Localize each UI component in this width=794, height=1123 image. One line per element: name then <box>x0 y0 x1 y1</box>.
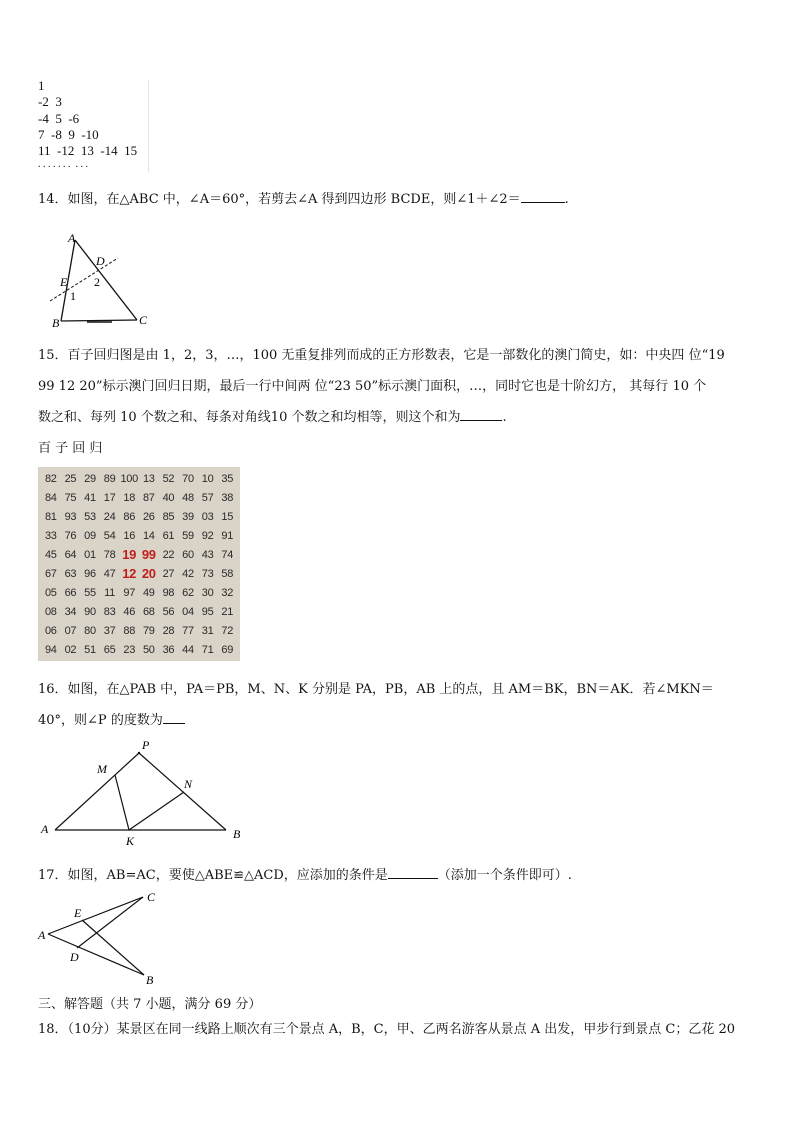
label-D: D <box>70 950 79 964</box>
grid-cell: 83 <box>103 605 116 618</box>
label-E: E <box>60 275 68 289</box>
grid-cell: 64 <box>64 548 77 561</box>
grid-cell: 75 <box>64 491 77 504</box>
grid-cell: 39 <box>182 510 194 523</box>
grid-cell: 27 <box>162 567 175 580</box>
grid-cell: 66 <box>64 586 77 599</box>
grid-cell: 60 <box>182 548 194 561</box>
grid-cell: 88 <box>123 624 136 637</box>
grid-cell: 92 <box>201 529 214 542</box>
grid-cell: 74 <box>221 548 234 561</box>
q17-figure <box>34 887 169 989</box>
grid-cell: 52 <box>162 472 175 485</box>
label-B: B <box>146 973 154 987</box>
label-A: A <box>41 822 49 836</box>
grid-cell: 91 <box>221 529 234 542</box>
label-D: D <box>96 254 105 268</box>
question-17 <box>38 864 572 883</box>
grid-cell: 79 <box>142 624 155 637</box>
grid-cell: 38 <box>221 491 234 504</box>
pattern-row: -4 5 -6 <box>38 110 80 126</box>
question-14-end: . <box>564 192 569 207</box>
grid-cell: 01 <box>84 548 96 561</box>
label-E: E <box>74 906 82 920</box>
grid-cell: 16 <box>123 529 136 542</box>
grid-cell: 96 <box>84 567 96 580</box>
q14-triangle-figure <box>40 228 170 333</box>
grid-cell: 17 <box>103 491 116 504</box>
grid-cell: 33 <box>44 529 57 542</box>
grid-cell: 32 <box>221 586 234 599</box>
grid-cell: 95 <box>201 605 214 618</box>
grid-cell: 54 <box>103 529 116 542</box>
grid-cell: 40 <box>162 491 175 504</box>
grid-cell: 97 <box>123 586 136 599</box>
pattern-row: . . . . . . . . . . <box>38 159 88 171</box>
grid-cell: 26 <box>142 510 155 523</box>
grid-cell: 29 <box>84 472 96 485</box>
grid-cell: 59 <box>182 529 194 542</box>
grid-cell: 44 <box>182 643 194 656</box>
grid-cell: 69 <box>221 643 234 656</box>
label-angle-2: 2 <box>94 275 100 289</box>
grid-cell: 51 <box>84 643 96 656</box>
section-heading: 三、解答题（共 7 小题，满分 69 分） <box>38 997 262 1012</box>
grid-cell: 15 <box>221 510 234 523</box>
label-C: C <box>147 890 156 904</box>
grid-cell: 49 <box>142 586 155 599</box>
pattern-row: -2 3 <box>38 94 62 110</box>
grid-cell: 84 <box>44 491 57 504</box>
grid-cell: 36 <box>162 643 175 656</box>
question-14-text: 14．如图，在△ABC 中，∠A＝60°，若剪去∠A 得到四边形 BCDE，则∠1＋∠2＝ <box>38 192 521 207</box>
grid-cell: 87 <box>142 491 155 504</box>
grid-cell: 80 <box>84 624 96 637</box>
pattern-row: 7 -8 9 -10 <box>38 126 99 142</box>
grid-cell: 07 <box>64 624 77 637</box>
question-14 <box>38 188 569 207</box>
grid-cell: 46 <box>123 605 136 618</box>
grid-cell: 61 <box>162 529 175 542</box>
grid-cell: 19 <box>122 547 137 562</box>
pattern-divider <box>148 80 149 172</box>
pattern-row: 11 -12 13 -14 15 <box>38 143 138 159</box>
question-18: 18．（10分）某景区在同一线路上顺次有三个景点 A，B，C，甲、乙两名游客从景点 A 出发，甲步行到景点 C；乙花 20 <box>38 1022 736 1037</box>
q16-triangle-figure <box>38 735 258 850</box>
grid-cell: 47 <box>103 567 116 580</box>
grid-cell: 73 <box>201 567 214 580</box>
grid-cell: 43 <box>201 548 214 561</box>
label-P: P <box>142 738 150 752</box>
grid-cell: 28 <box>162 624 175 637</box>
grid-cell: 06 <box>44 624 57 637</box>
grid-cell: 05 <box>44 586 57 599</box>
grid-cell: 89 <box>103 472 116 485</box>
answer-blank[interactable] <box>163 711 185 724</box>
grid-cell: 85 <box>162 510 175 523</box>
grid-cell: 50 <box>142 643 155 656</box>
label-K: K <box>126 834 135 848</box>
grid-cell: 11 <box>104 586 115 599</box>
grid-cell: 100 <box>120 472 138 485</box>
grid-cell: 70 <box>182 472 194 485</box>
grid-cell: 10 <box>201 472 214 485</box>
grid-cell: 31 <box>201 624 214 637</box>
label-B: B <box>233 827 241 841</box>
pattern-row: 1 <box>38 78 45 93</box>
answer-blank[interactable] <box>460 408 502 421</box>
grid-cell: 14 <box>142 529 155 542</box>
label-M: M <box>97 762 107 776</box>
question-15-line2: 99 12 20”标示澳门回归日期，最后一行中间两 位“23 50”标示澳门面积，…，同时它也是十阶幻方， 其每行 10 个 <box>38 379 707 394</box>
question-15-line1: 15．百子回归图是由 1，2，3，…，100 无重复排列而成的正方形数表，它是一部数化的澳门简史，如：中央四 位“19 <box>38 348 725 363</box>
grid-cell: 58 <box>221 567 234 580</box>
answer-blank[interactable] <box>388 866 438 879</box>
grid-cell: 30 <box>201 586 214 599</box>
grid-cell: 77 <box>182 624 194 637</box>
grid-cell: 72 <box>221 624 234 637</box>
grid-cell: 94 <box>44 643 57 656</box>
grid-cell: 24 <box>103 510 116 523</box>
grid-cell: 65 <box>103 643 116 656</box>
question-16-line2-text: 40°，则∠P 的度数为 <box>38 713 163 728</box>
grid-cell: 23 <box>123 643 136 656</box>
grid-cell: 55 <box>84 586 96 599</box>
grid-cell: 71 <box>201 643 214 656</box>
label-angle-1: 1 <box>70 289 76 303</box>
grid-cell: 78 <box>103 548 116 561</box>
grid-cell: 98 <box>162 586 175 599</box>
question-16-line1: 16．如图，在△PAB 中，PA＝PB，M、N、K 分别是 PA，PB，AB 上的点，且 AM＝BK，BN＝AK．若∠MKN＝ <box>38 682 714 697</box>
grid-cell: 56 <box>162 605 175 618</box>
grid-cell: 03 <box>201 510 214 523</box>
grid-cell: 81 <box>44 510 57 523</box>
grid-cell: 22 <box>162 548 175 561</box>
label-A: A <box>38 928 46 942</box>
grid-cell: 53 <box>84 510 96 523</box>
question-15-end: . <box>502 410 507 425</box>
grid-title: 百 子 回 归 <box>38 441 103 456</box>
grid-cell: 62 <box>182 586 194 599</box>
grid-cell: 20 <box>141 566 156 581</box>
grid-cell: 09 <box>84 529 96 542</box>
grid-cell: 42 <box>182 567 194 580</box>
grid-cell: 21 <box>221 605 234 618</box>
question-17-end: （添加一个条件即可）. <box>437 868 572 883</box>
question-15-line3 <box>38 406 507 425</box>
grid-cell: 63 <box>64 567 77 580</box>
label-B: B <box>52 316 60 330</box>
grid-cell: 99 <box>141 547 156 562</box>
question-17-text: 17．如图，AB=AC，要使△ABE≌△ACD，应添加的条件是 <box>38 868 388 883</box>
grid-cell: 93 <box>64 510 77 523</box>
grid-cell: 04 <box>182 605 194 618</box>
label-C: C <box>139 313 148 327</box>
answer-blank[interactable] <box>521 190 565 203</box>
grid-cell: 86 <box>123 510 136 523</box>
grid-cell: 35 <box>221 472 234 485</box>
grid-cell: 34 <box>64 605 77 618</box>
grid-cell: 82 <box>44 472 57 485</box>
number-pattern <box>38 78 137 171</box>
grid-cell: 57 <box>201 491 214 504</box>
question-16-line2 <box>38 709 185 728</box>
magic-square-grid <box>38 467 240 661</box>
grid-cell: 18 <box>123 491 136 504</box>
grid-cell: 41 <box>84 491 96 504</box>
grid-cell: 13 <box>142 472 155 485</box>
grid-cell: 45 <box>44 548 57 561</box>
grid-cell: 48 <box>182 491 194 504</box>
grid-cell: 02 <box>64 643 77 656</box>
grid-cell: 25 <box>64 472 77 485</box>
label-A: A <box>68 231 76 245</box>
grid-cell: 67 <box>44 567 57 580</box>
grid-cell: 76 <box>64 529 77 542</box>
grid-cell: 37 <box>103 624 116 637</box>
label-N: N <box>184 777 193 791</box>
question-15-line3-text: 数之和、每列 10 个数之和、每条对角线10 个数之和均相等，则这个和为 <box>38 410 461 425</box>
grid-cell: 68 <box>142 605 155 618</box>
grid-cell: 90 <box>84 605 96 618</box>
grid-cell: 08 <box>44 605 57 618</box>
grid-cell: 12 <box>122 566 137 581</box>
